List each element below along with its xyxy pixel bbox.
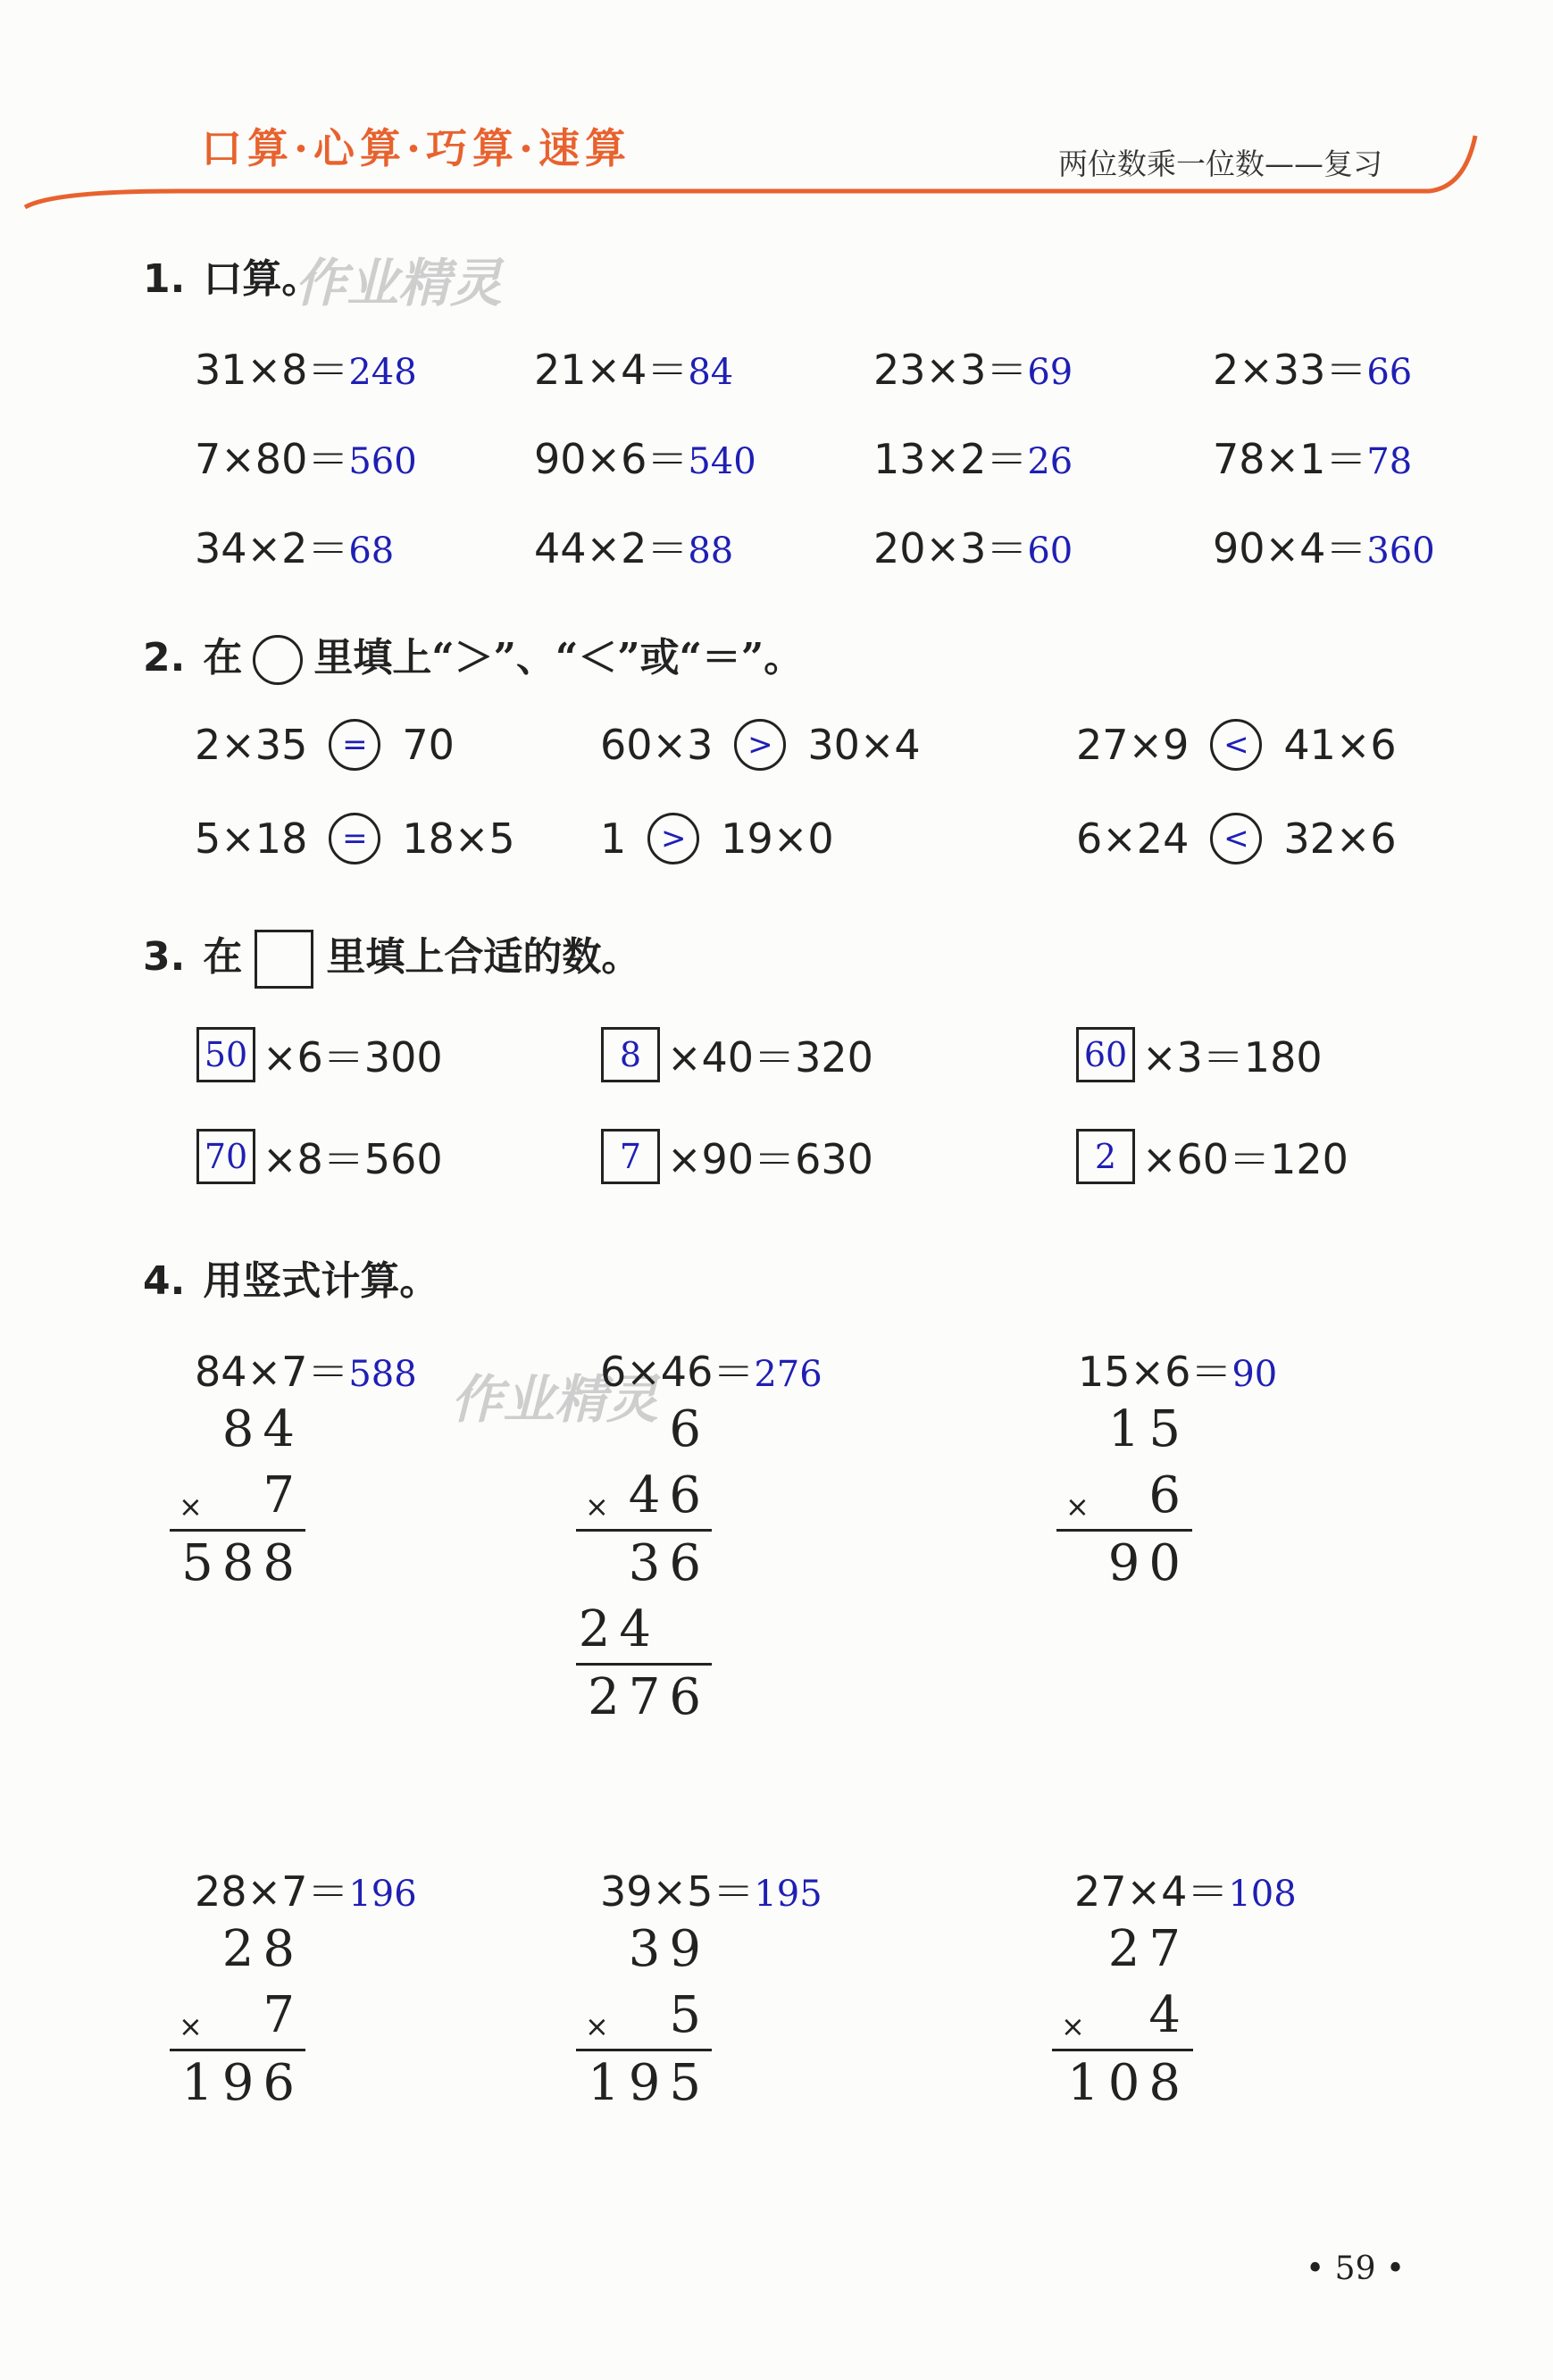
equation-answer: 560	[348, 441, 417, 482]
fill-item	[196, 1025, 443, 1084]
calc-rule	[170, 1529, 305, 1532]
equation-answer: 78	[1366, 441, 1413, 482]
times-sign: ×	[1065, 1490, 1090, 1524]
equation-answer: 84	[688, 352, 734, 393]
multiplier: 7	[263, 1466, 304, 1524]
compare-item	[600, 813, 834, 864]
section-title-a: 在	[203, 635, 243, 681]
equation-answer: 69	[1027, 352, 1073, 393]
section-number: 4.	[143, 1258, 186, 1304]
compare-symbol-circle: >	[734, 719, 786, 771]
compare-right: 41×6	[1283, 721, 1397, 769]
fill-equation-rest: ×3＝180	[1142, 1033, 1323, 1081]
compare-right: 32×6	[1283, 814, 1397, 863]
section-3-heading	[143, 924, 640, 989]
equation-answer: 540	[688, 441, 756, 482]
equation-question: 34×2＝	[195, 524, 349, 572]
header-left-title: 口算·心算·巧算·速算	[201, 124, 632, 172]
compare-left: 5×18	[195, 814, 308, 863]
oral-equation	[1213, 516, 1435, 575]
answer-box: 50	[196, 1027, 255, 1082]
compare-left: 60×3	[600, 721, 714, 769]
equation-answer: 66	[1366, 352, 1413, 393]
multiplicand: 15	[1107, 1400, 1190, 1458]
answer-box: 7	[601, 1129, 660, 1184]
section-4-heading	[143, 1248, 438, 1306]
compare-right: 70	[402, 721, 455, 769]
equation-answer: 26	[1027, 441, 1073, 482]
compare-symbol-circle: >	[647, 813, 699, 864]
calc-rule	[1052, 2049, 1193, 2051]
equation-answer: 360	[1366, 530, 1435, 572]
section-1-heading	[143, 246, 321, 304]
equation-answer: 108	[1228, 1874, 1297, 1915]
circle-icon	[253, 635, 303, 685]
section-2-heading	[143, 625, 803, 685]
compare-right: 18×5	[402, 814, 515, 863]
equation-answer: 588	[348, 1354, 417, 1395]
oral-equation	[1213, 338, 1412, 397]
multiplier: 4	[1148, 1986, 1190, 2044]
calc-rule	[170, 2049, 305, 2051]
oral-equation	[534, 427, 756, 486]
section-title-b: 里填上“＞”、“＜”或“＝”。	[313, 635, 804, 681]
product-result: 90	[1107, 1534, 1190, 1592]
fill-equation-rest: ×8＝560	[263, 1135, 443, 1183]
multiplicand: 28	[221, 1920, 304, 1978]
oral-equation	[534, 516, 733, 575]
equation-question: 28×7＝	[195, 1867, 349, 1916]
compare-item	[600, 719, 921, 771]
answer-box: 8	[601, 1027, 660, 1082]
multiplier: 6	[1148, 1466, 1190, 1524]
equation-answer: 68	[348, 530, 395, 572]
product-result: 196	[181, 2054, 304, 2112]
header-right-title: 两位数乘一位数——复习	[1058, 146, 1382, 181]
square-box-icon	[255, 930, 313, 989]
multiplier: 5	[669, 1986, 710, 2044]
compare-right: 30×4	[807, 721, 921, 769]
equation-question: 13×2＝	[873, 435, 1028, 483]
equation-question: 31×8＝	[195, 346, 349, 394]
calc-rule	[576, 2049, 712, 2051]
partial-product: 36	[628, 1534, 710, 1592]
equation-question: 78×1＝	[1213, 435, 1367, 483]
compare-left: 27×9	[1076, 721, 1190, 769]
compare-right: 19×0	[721, 814, 834, 863]
vertical-problem-equation	[1074, 1859, 1297, 1918]
compare-item	[195, 813, 515, 864]
times-sign: ×	[1061, 2009, 1085, 2043]
compare-left: 2×35	[195, 721, 308, 769]
section-number: 3.	[143, 934, 186, 980]
fill-equation-rest: ×40＝320	[667, 1033, 873, 1081]
vertical-problem-equation	[195, 1340, 417, 1399]
compare-item	[1076, 813, 1397, 864]
section-title: 用竖式计算。	[203, 1258, 439, 1304]
multiplicand: 6	[669, 1400, 710, 1458]
section-number: 1.	[143, 256, 186, 302]
equation-question: 39×5＝	[600, 1867, 755, 1916]
answer-box: 70	[196, 1129, 255, 1184]
compare-item	[195, 719, 455, 771]
oral-equation	[873, 427, 1073, 486]
fill-item	[196, 1127, 443, 1186]
section-title: 口算。	[203, 256, 321, 302]
section-number: 2.	[143, 635, 186, 681]
fill-equation-rest: ×60＝120	[1142, 1135, 1348, 1183]
fill-item	[601, 1127, 873, 1186]
vertical-problem-equation	[195, 1859, 417, 1918]
equation-answer: 195	[754, 1874, 822, 1915]
equation-question: 23×3＝	[873, 346, 1028, 394]
vertical-problem-equation	[600, 1859, 822, 1918]
partial-product: 24	[578, 1600, 660, 1658]
product-result: 276	[588, 1668, 710, 1726]
equation-answer: 60	[1027, 530, 1073, 572]
equation-answer: 88	[688, 530, 734, 572]
fill-item	[1076, 1127, 1348, 1186]
fill-equation-rest: ×90＝630	[667, 1135, 873, 1183]
times-sign: ×	[179, 1490, 203, 1524]
equation-answer: 90	[1232, 1354, 1278, 1395]
compare-symbol-circle: =	[329, 719, 380, 771]
product-result: 588	[181, 1534, 304, 1592]
equation-question: 27×4＝	[1074, 1867, 1229, 1916]
oral-equation	[534, 338, 733, 397]
equation-question: 21×4＝	[534, 346, 689, 394]
fill-equation-rest: ×6＝300	[263, 1033, 443, 1081]
calc-rule	[1056, 1529, 1192, 1532]
equation-question: 6×46＝	[600, 1348, 755, 1396]
answer-box: 2	[1076, 1129, 1135, 1184]
oral-equation	[873, 516, 1073, 575]
watermark: 作业精灵	[295, 253, 503, 313]
times-sign: ×	[585, 2009, 609, 2043]
equation-question: 15×6＝	[1078, 1348, 1232, 1396]
multiplicand: 84	[221, 1400, 304, 1458]
multiplicand: 39	[628, 1920, 710, 1978]
compare-symbol-circle: =	[329, 813, 380, 864]
equation-question: 20×3＝	[873, 524, 1028, 572]
compare-left: 1	[600, 814, 627, 863]
times-sign: ×	[179, 2009, 203, 2043]
multiplier: 46	[628, 1466, 710, 1524]
equation-question: 2×33＝	[1213, 346, 1367, 394]
multiplier: 7	[263, 1986, 304, 2044]
vertical-problem-equation	[600, 1340, 822, 1399]
equation-question: 90×4＝	[1213, 524, 1367, 572]
page-number: • 59 •	[1306, 2251, 1406, 2287]
section-title-b: 里填上合适的数。	[326, 934, 641, 980]
times-sign: ×	[585, 1490, 609, 1524]
calc-rule	[576, 1663, 712, 1666]
section-title-a: 在	[203, 934, 243, 980]
equation-question: 7×80＝	[195, 435, 349, 483]
oral-equation	[195, 338, 417, 397]
equation-question: 90×6＝	[534, 435, 689, 483]
oral-equation	[1213, 427, 1412, 486]
watermark: 作业精灵	[451, 1369, 659, 1430]
compare-item	[1076, 719, 1397, 771]
oral-equation	[195, 427, 417, 486]
compare-symbol-circle: <	[1210, 719, 1262, 771]
product-result: 108	[1067, 2054, 1190, 2112]
oral-equation	[195, 516, 394, 575]
fill-item	[1076, 1025, 1323, 1084]
answer-box: 60	[1076, 1027, 1135, 1082]
calc-rule	[576, 1529, 712, 1532]
equation-question: 84×7＝	[195, 1348, 349, 1396]
oral-equation	[873, 338, 1073, 397]
compare-symbol-circle: <	[1210, 813, 1262, 864]
compare-left: 6×24	[1076, 814, 1190, 863]
equation-answer: 276	[754, 1354, 822, 1395]
multiplicand: 27	[1107, 1920, 1190, 1978]
fill-item	[601, 1025, 873, 1084]
product-result: 195	[588, 2054, 710, 2112]
equation-answer: 248	[348, 352, 417, 393]
vertical-problem-equation	[1078, 1340, 1277, 1399]
equation-answer: 196	[348, 1874, 417, 1915]
equation-question: 44×2＝	[534, 524, 689, 572]
